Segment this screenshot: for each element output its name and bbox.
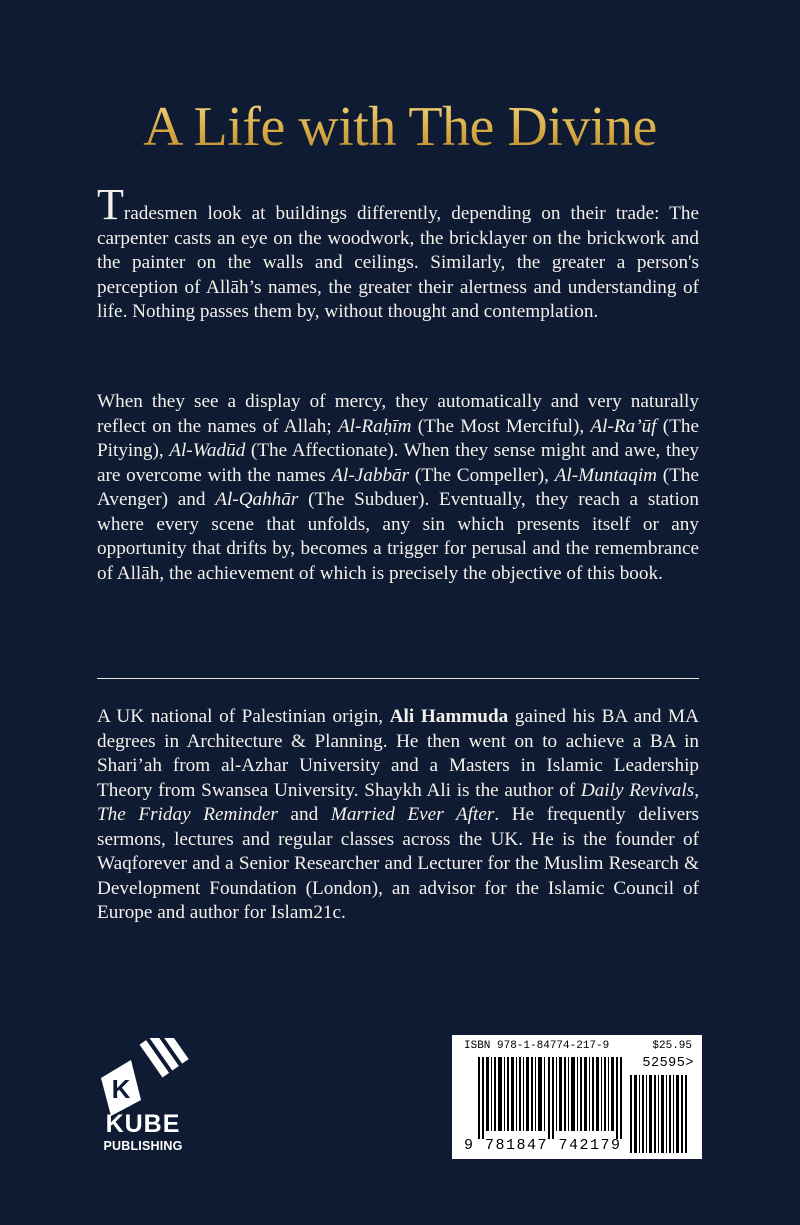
divine-name: Al-Jabbār — [331, 464, 410, 486]
blurb-text: When they see a display of mercy, they automatically and very naturally reflect on the names of Allah; — [97, 391, 699, 437]
divine-name: Al-Ra’ūf — [590, 415, 657, 437]
author-bio — [97, 705, 699, 926]
drop-cap: T — [97, 180, 124, 229]
addon-arrow: > — [685, 1056, 694, 1071]
blurb-paragraph-1-text: radesmen look at buildings differently, depending on their trade: The carpenter casts an eye on the woodwork, the bricklayer on the brickwork and the painter on the walls and ceilings. Similarly, the greater a person's perception of Allāh’s names, the greater their alertness and understanding of life. Nothing passes them by, without thought and contemplation. — [97, 203, 699, 322]
bio-text: . He frequently delivers sermons, lectures and regular classes across the UK. He is the founder of Waqforever and a Senior Researcher and Lecturer for the Muslim Research & Development Foundation (London), an advisor for the Islamic Council of Europe and author for Islam21c. — [97, 804, 699, 923]
divine-name: Al-Raḥīm — [337, 415, 412, 437]
book-reference: Married Ever After — [330, 804, 495, 825]
divider-rule — [97, 678, 699, 679]
book-reference: The Friday Reminder — [97, 804, 278, 825]
blurb-paragraph-2 — [97, 390, 699, 586]
isbn-label: ISBN 978-1-84774-217-9 — [464, 1040, 610, 1052]
bio-text: gained his BA and MA degrees in Architecture & Planning. He then went on to achieve a BA in Shari’ah from al-Azhar University and a Masters in Islamic Leadership Theory from Swansea University. Shaykh Ali is the author of — [97, 706, 699, 801]
addon-digits: 52595 — [642, 1056, 686, 1071]
logo-monogram: K — [111, 1074, 131, 1104]
ean-digits: 9 781847 742179 — [464, 1137, 622, 1154]
addon-barcode-bars — [630, 1075, 688, 1153]
bio-text: , — [694, 779, 699, 801]
blurb-text: (The Compeller), — [409, 464, 555, 486]
blurb-text: (The Subduer). Eventually, they reach a station where every scene that unfolds, any sin which presents itself or any opportunity that drifts by, becomes a trigger for perusal and the remembrance of Allāh, the achievement of which is precisely the objective of this book. — [97, 489, 699, 584]
book-reference: Daily Revivals — [580, 779, 695, 801]
author-name: Ali Hammuda — [389, 706, 509, 727]
blurb-text: (The Avenger) and — [97, 464, 699, 510]
price-label: $25.95 — [652, 1040, 692, 1052]
blurb-text: (The Most Merciful), — [411, 415, 591, 437]
bio-text: and — [277, 804, 331, 825]
blurb-paragraph-1 — [97, 180, 699, 325]
bio-text: A UK national of Palestinian origin, — [97, 706, 390, 727]
divine-name: Al-Wadūd — [169, 440, 246, 461]
ean-barcode-bars — [478, 1057, 622, 1139]
divine-name: Al-Qahhār — [215, 489, 299, 510]
blurb-text: (The Affectionate). When they sense might and awe, they are overcome with the names — [97, 440, 699, 486]
publisher-subname: PUBLISHING — [103, 1139, 183, 1153]
book-title: A Life with The Divine — [0, 92, 800, 162]
blurb-text: (The Pitying), — [97, 415, 699, 461]
publisher-name: KUBE — [105, 1110, 181, 1138]
addon-code — [642, 1056, 694, 1071]
publisher-wordmark — [97, 1111, 189, 1154]
divine-name: Al-Muntaqim — [554, 464, 658, 486]
isbn-barcode — [452, 1035, 702, 1159]
